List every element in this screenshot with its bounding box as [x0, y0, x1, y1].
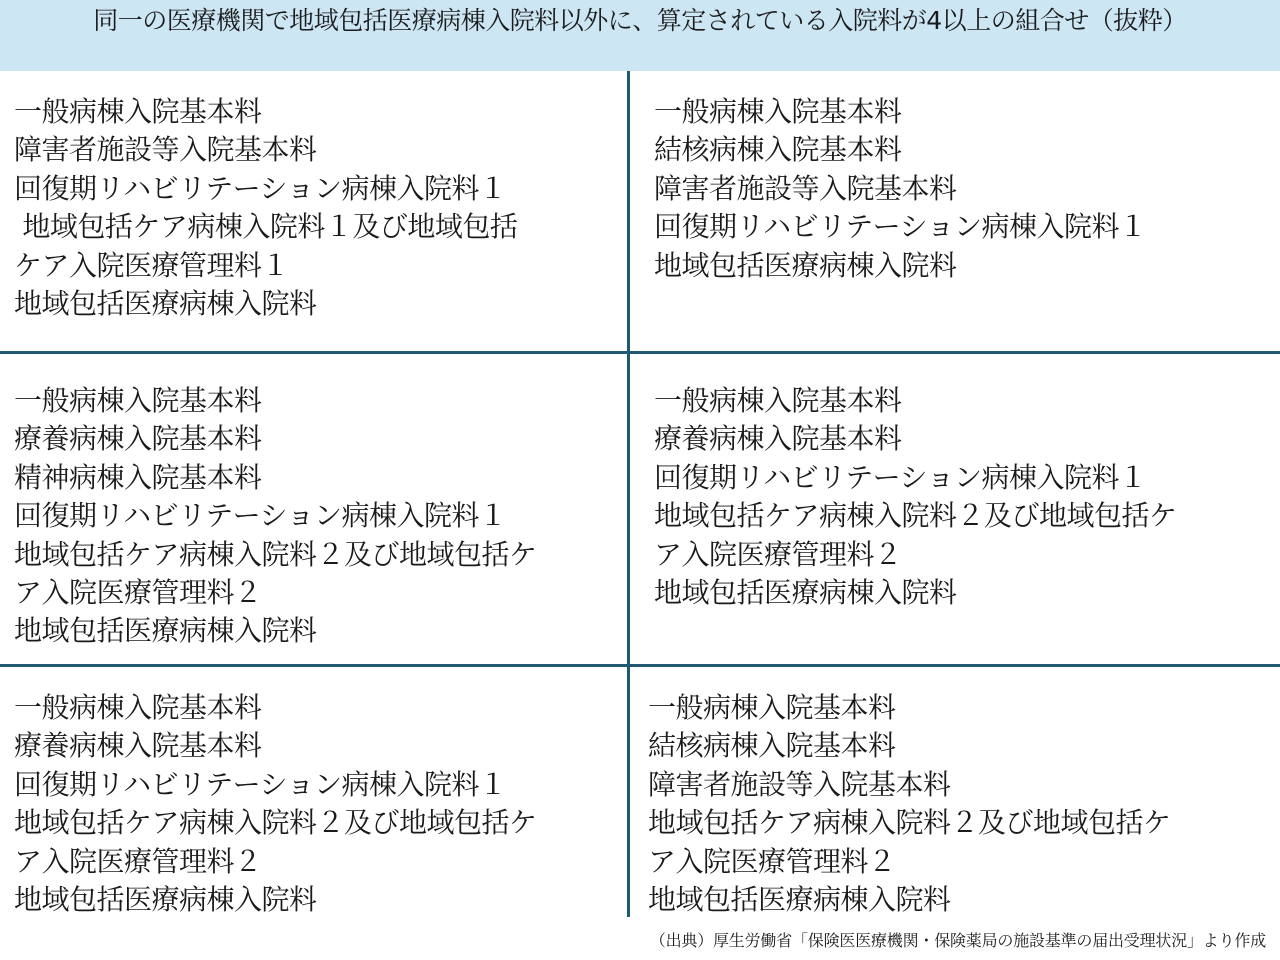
cell-line: 一般病棟入院基本料	[14, 95, 262, 128]
cell-line: 障害者施設等入院基本料	[654, 171, 957, 205]
cell-line: 地域包括ケア病棟入院料２及び地域包括ケ	[654, 499, 1177, 533]
cell-line: 一般病棟入院基本料	[654, 384, 902, 417]
cell-line: 地域包括ケア病棟入院料２及び地域包括ケ	[14, 537, 537, 571]
cell-line: ア入院医療管理料２	[14, 576, 262, 610]
cell-line: ケア入院医療管理料１	[14, 248, 290, 282]
cell-line: 回復期リハビリテーション病棟入院料１	[654, 210, 1147, 244]
cell-line: 結核病棟入院基本料	[648, 729, 896, 763]
vertical-divider	[627, 71, 630, 917]
source-citation: （出典）厚生労働省「保険医医療機関・保険薬局の施設基準の届出受理状況」より作成	[649, 931, 1266, 950]
cell-line: 回復期リハビリテーション病棟入院料１	[14, 171, 507, 205]
combination-cell-5	[14, 689, 624, 919]
cell-line: 回復期リハビリテーション病棟入院料１	[654, 460, 1147, 494]
combination-cell-3	[14, 382, 624, 651]
cell-line: 療養病棟入院基本料	[14, 729, 262, 763]
slide-title: 同一の医療機関で地域包括医療病棟入院料以外に、算定されている入院料が4以上の組合せ（抜粋）	[93, 6, 1187, 35]
cell-line: 地域包括医療病棟入院料	[14, 287, 317, 321]
cell-line: 一般病棟入院基本料	[654, 95, 902, 128]
combination-cell-1	[14, 93, 624, 323]
row-divider-2	[0, 664, 1280, 667]
cell-line: 一般病棟入院基本料	[14, 384, 262, 417]
cell-line: ア入院医療管理料２	[648, 844, 896, 878]
cell-line: 地域包括医療病棟入院料	[14, 883, 317, 917]
cell-line: 一般病棟入院基本料	[14, 691, 262, 724]
row-divider-1	[0, 351, 1280, 354]
cell-line: ア入院医療管理料２	[654, 537, 902, 571]
cell-line: 地域包括医療病棟入院料	[14, 614, 317, 648]
cell-line: 精神病棟入院基本料	[14, 460, 262, 494]
cell-line: 地域包括ケア病棟入院料１及び地域包括	[14, 210, 518, 244]
combination-cell-2	[654, 93, 1274, 285]
cell-line: 回復期リハビリテーション病棟入院料１	[14, 767, 507, 801]
cell-line: 結核病棟入院基本料	[654, 133, 902, 167]
combination-cell-6	[648, 689, 1274, 919]
cell-line: ア入院医療管理料２	[14, 844, 262, 878]
cell-line: 地域包括医療病棟入院料	[648, 883, 951, 917]
cell-line: 回復期リハビリテーション病棟入院料１	[14, 499, 507, 533]
cell-line: 地域包括ケア病棟入院料２及び地域包括ケ	[648, 806, 1171, 840]
cell-line: 一般病棟入院基本料	[648, 691, 896, 724]
combination-cell-4	[654, 382, 1274, 612]
cell-line: 療養病棟入院基本料	[14, 422, 262, 456]
cell-line: 地域包括医療病棟入院料	[654, 248, 957, 282]
cell-line: 地域包括医療病棟入院料	[654, 576, 957, 610]
cell-line: 地域包括ケア病棟入院料２及び地域包括ケ	[14, 806, 537, 840]
cell-line: 療養病棟入院基本料	[654, 422, 902, 456]
cell-line: 障害者施設等入院基本料	[14, 133, 317, 167]
slide-title-banner	[0, 0, 1280, 71]
cell-line: 障害者施設等入院基本料	[648, 767, 951, 801]
